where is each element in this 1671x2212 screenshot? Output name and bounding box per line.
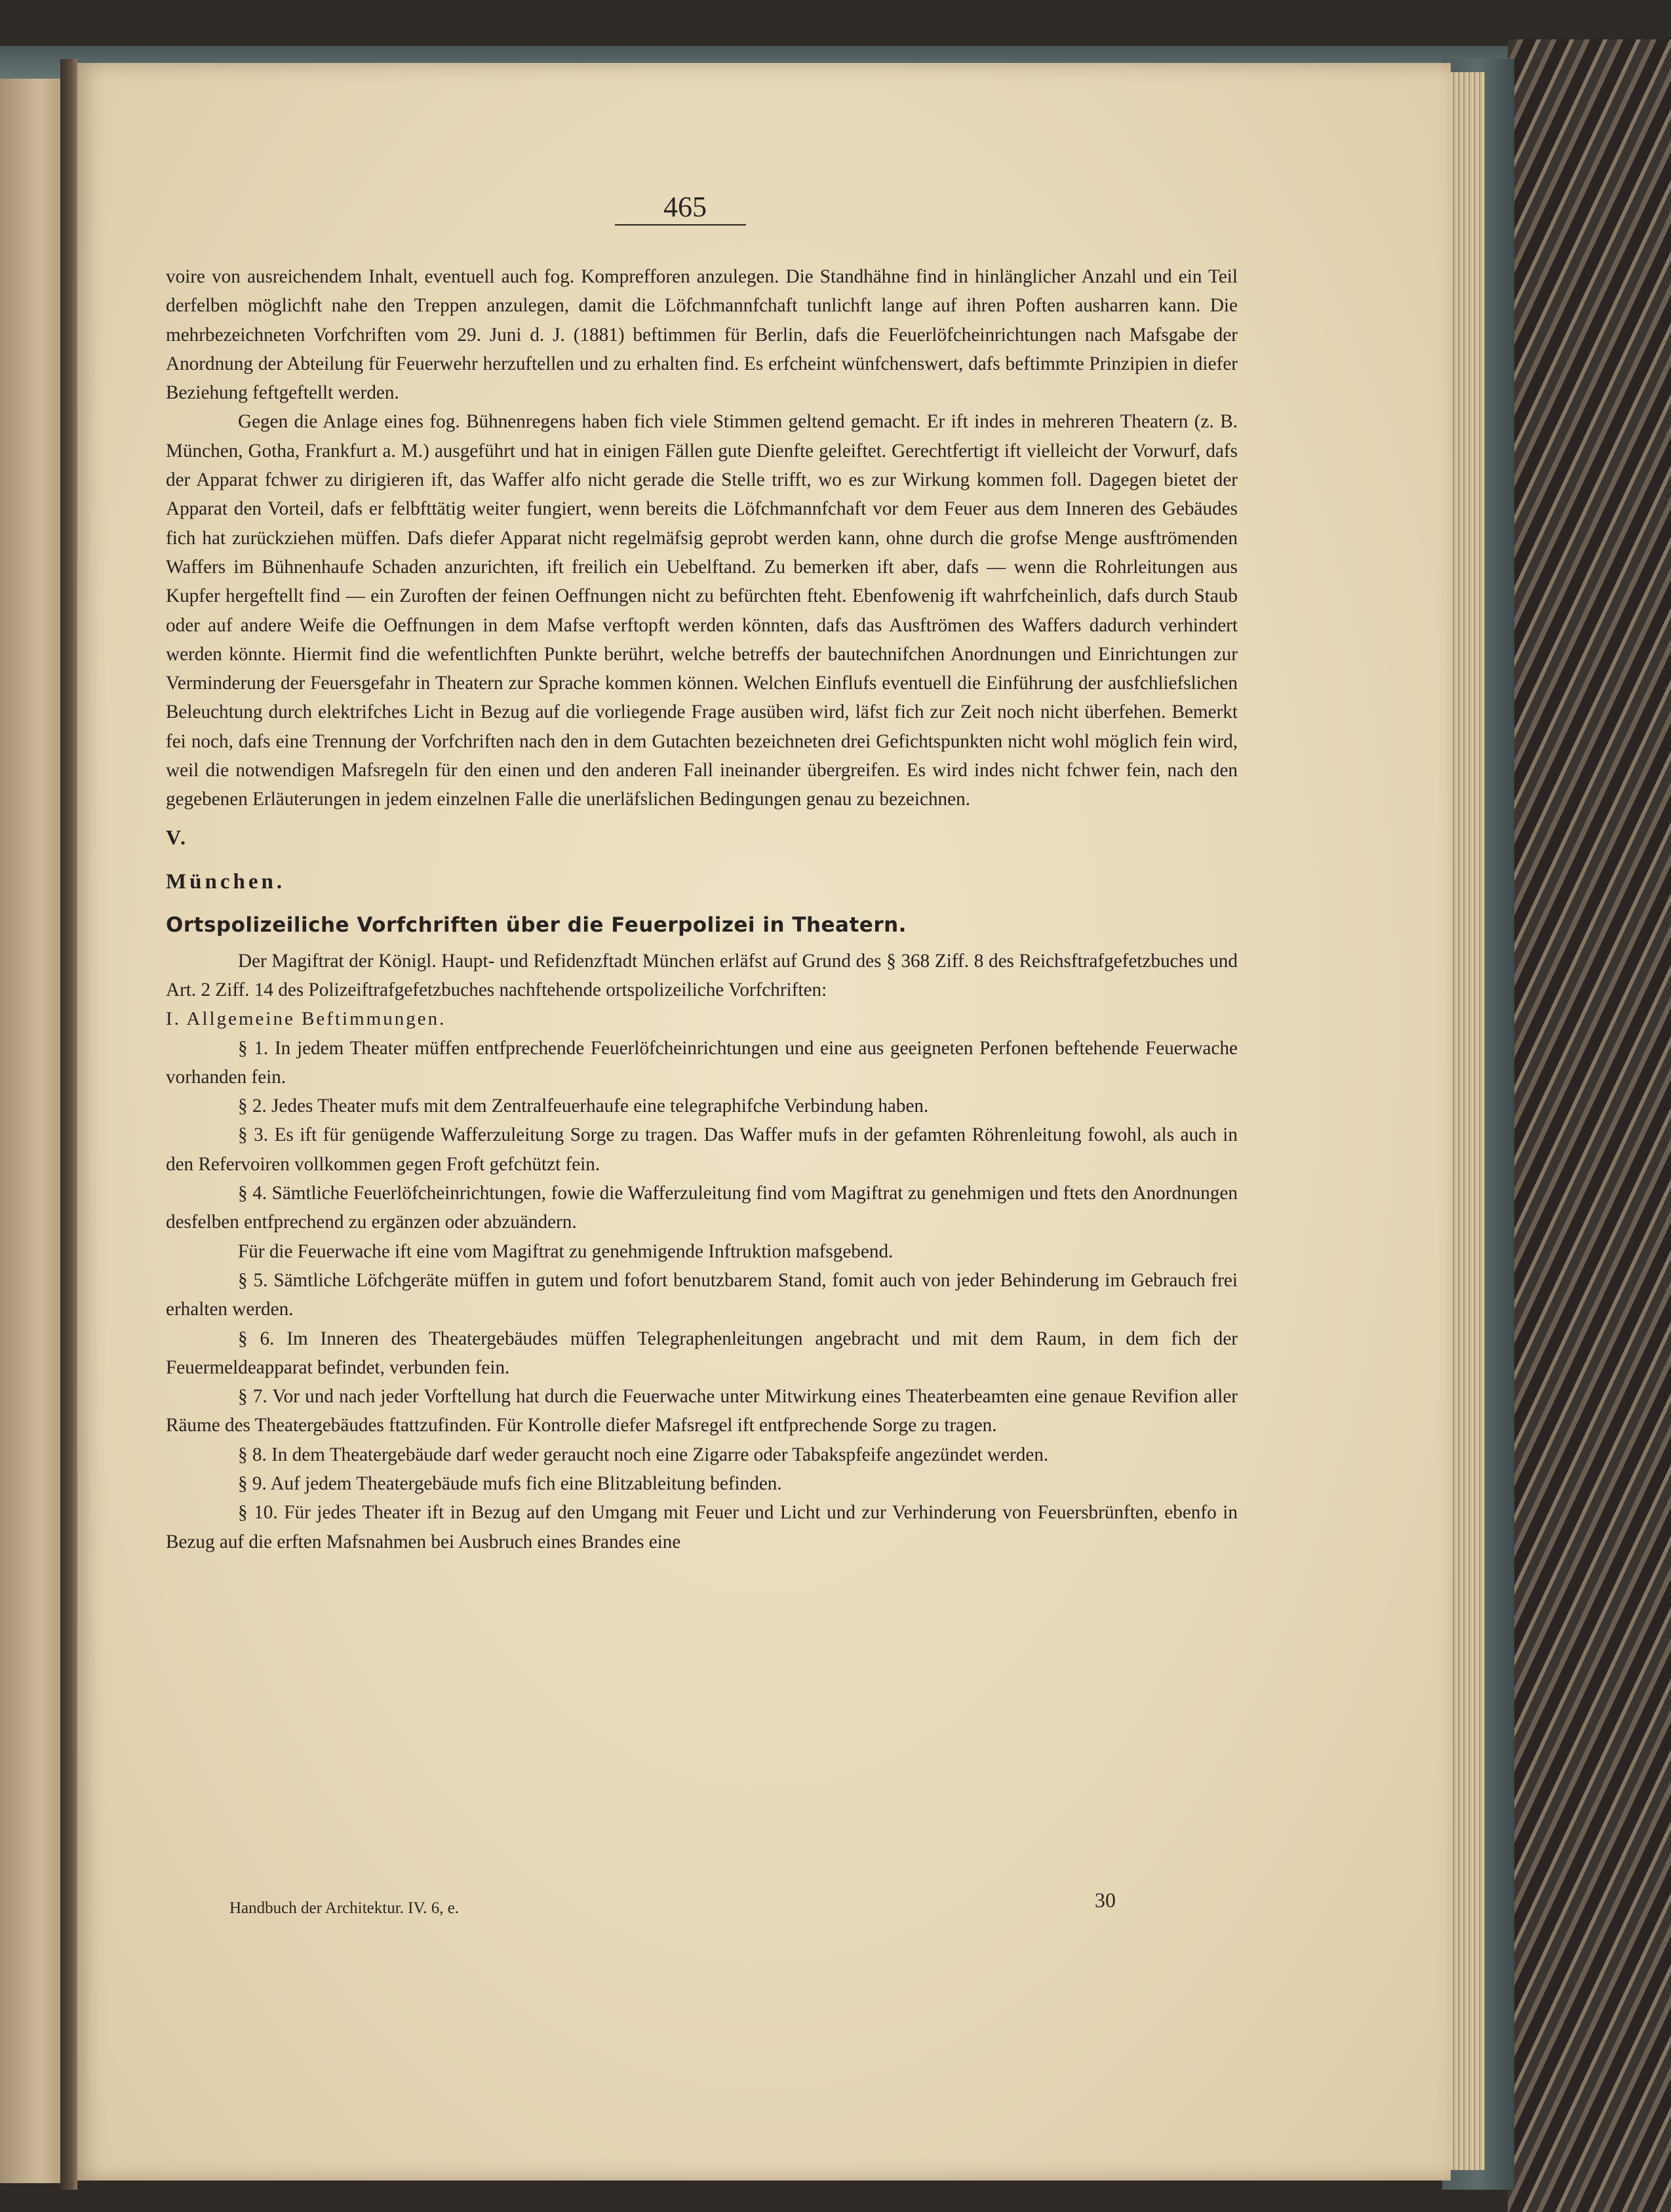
page-number-rule xyxy=(615,224,746,226)
paragraph-s5: § 5. Sämtliche Löfchgeräte müffen in gutem und fofort benutzbarem Stand, fomit auch von jeder Behinderung im Gebrauch frei erhalten werden. xyxy=(166,1269,1238,1320)
paragraph-buehnenregen: Gegen die Anlage eines fog. Bühnenregens haben fich viele Stimmen geltend gemacht. Er ift indes in mehreren Theatern (z. B. München, Gotha, Frankfurt a. M.) ausgeführt und hat in einigen Fällen gute Dienfte geleiftet. Gerechtfertigt ift vielleicht der Vorwurf, dafs der Apparat fchwer zu dirigieren ift, das Waffer alfo nicht gerade die Stelle trifft, wo es zur Wirkung kommen foll. Dagegen bietet der Apparat den Vorteil, dafs er felbfttätig weiter fungiert, wenn bereits die Löfchmannfchaft vor dem Feuer aus dem Inneren des Gebäudes fich hat zurückziehen müffen. Dafs diefer Apparat nicht regelmäfsig geprobt werden kann, ohne durch die grofse Menge ausftrömenden Waffers im Bühnenhaufe Schaden anzurichten, ift freilich ein Uebelftand. Zu bemerken ift aber, dafs — wenn die Rohrleitungen aus Kupfer hergeftellt find — ein Zuroften der feinen Oeffnungen nicht zu befürchten fteht. Ebenfowenig ift wahrfcheinlich, dafs durch Staub oder auf andere Weife die Oeffnungen in dem Mafse verftopft werden könnten, dafs das Ausftrömen des Waffers dadurch verhindert werden könnte. Hiermit find die wefentlichften Punkte berührt, welche betreffs der bautechnifchen Anordnungen und Einrichtungen zur Verminderung der Feuersgefahr in Theatern zur Sprache kommen können. Welchen Einflufs eventuell die Einführung der ausfchliefslichen Beleuchtung durch elektrifches Licht in Bezug auf die vorliegende Frage ausüben wird, läfst fich zur Zeit noch nicht überfehen. Bemerkt fei noch, dafs eine Trennung der Vorfchriften nach den in dem Gutachten bezeichneten drei Gefichtspunkten nicht wohl möglich fein wird, weil die notwendigen Mafsregeln für den einen und den anderen Fall ineinander übergreifen. Es wird indes nicht fchwer fein, nach den gegebenen Erläuterungen in jedem einzelnen Falle die unerläfslichen Bedingungen genau zu bezeichnen. xyxy=(166,411,1238,810)
subheading: I. Allgemeine Beftimmungen. xyxy=(166,1008,446,1030)
paragraph-s6: § 6. Im Inneren des Theatergebäudes müffen Telegraphenleitungen angebracht und mit dem Raum, in dem fich der Feuermeldeapparat befindet, verbunden fein. xyxy=(166,1328,1238,1378)
footer-reference: Handbuch der Architektur. IV. 6, e. xyxy=(229,1899,460,1917)
section-city: München. xyxy=(166,869,286,894)
marbled-cover-edge xyxy=(1508,39,1671,2212)
page-number: 465 xyxy=(663,191,707,223)
paragraph-s9: § 9. Auf jedem Theatergebäude mufs fich eine Blitzableitung befinden. xyxy=(238,1472,782,1494)
paragraph-s4-cont: Für die Feuerwache ift eine vom Magiftrat zu genehmigende Inftruktion mafsgebend. xyxy=(238,1240,894,1262)
section-title: Ortspolizeiliche Vorfchriften über die Feuerpolizei in Theatern. xyxy=(166,913,907,937)
paragraph-s2: § 2. Jedes Theater mufs mit dem Zentralfeuerhaufe eine telegraphifche Verbindung haben. xyxy=(238,1096,929,1117)
page-stack-edge xyxy=(1445,72,1485,2170)
paragraph-s8: § 8. In dem Theatergebäude darf weder geraucht noch eine Zigarre oder Tabakspfeife angezündet werden. xyxy=(238,1444,1049,1465)
paragraph-s3: § 3. Es ift für genügende Wafferzuleitung Sorge zu tragen. Das Waffer mufs in der gefamten Röhrenleitung fowohl, als auch in den Refervoiren vollkommen gegen Froft gefchützt fein. xyxy=(166,1124,1238,1175)
paragraph-s10: § 10. Für jedes Theater ift in Bezug auf den Umgang mit Feuer und Licht und zur Verhinderung von Feuersbrünften, ebenfo in Bezug auf die erften Mafsnahmen bei Ausbruch eines Brandes eine xyxy=(166,1502,1238,1552)
page-content xyxy=(166,262,1238,1556)
book-gutter xyxy=(60,59,77,2190)
paragraph-s4: § 4. Sämtliche Feuerlöfcheinrichtungen, fowie die Wafferzuleitung find vom Magiftrat zu genehmigen und ftets den Anordnungen desfelben entfprechend zu ergänzen oder abzuändern. xyxy=(166,1183,1238,1233)
section-intro: Der Magiftrat der Königl. Haupt- und Refidenzftadt München erläfst auf Grund des § 368 Ziff. 8 des Reichsftrafgefetzbuches und Art. 2 Ziff. 14 des Polizeiftrafgefetzbuches nachftehende ortspolizeiliche Vorfchriften: xyxy=(166,950,1238,1000)
paragraph-s1: § 1. In jedem Theater müffen entfprechende Feuerlöfcheinrichtungen und eine aus geeigneten Perfonen beftehende Feuerwache vorhanden fein. xyxy=(166,1037,1238,1088)
paragraph-continued: voire von ausreichendem Inhalt, eventuell auch fog. Komprefforen anzulegen. Die Standhähne find in hinlänglicher Anzahl und ein Teil derfelben möglichft nahe den Treppen anzulegen, damit die Löfchmannfchaft tunlichft lange auf ihren Poften ausharren kann. Die mehrbezeichneten Vorfchriften vom 29. Juni d. J. (1881) beftimmen für Berlin, dafs die Feuerlöfcheinrichtungen nach Mafsgabe der Anordnung der Abteilung für Feuerwehr herzuftellen und zu erhalten find. Es erfcheint wünfchenswert, dafs beftimmte Prinzipien in diefer Beziehung feftgeftellt werden. xyxy=(166,266,1238,404)
sheet-signature: 30 xyxy=(1095,1888,1116,1912)
section-number: V. xyxy=(166,825,187,849)
left-page-edge xyxy=(0,79,60,2183)
paragraph-s7: § 7. Vor und nach jeder Vorftellung hat durch die Feuerwache unter Mitwirkung eines Theaterbeamten eine genaue Revifion aller Räume des Theatergebäudes ftattzufinden. Für Kontrolle diefer Mafsregel ift entfprechende Sorge zu tragen. xyxy=(166,1386,1238,1436)
